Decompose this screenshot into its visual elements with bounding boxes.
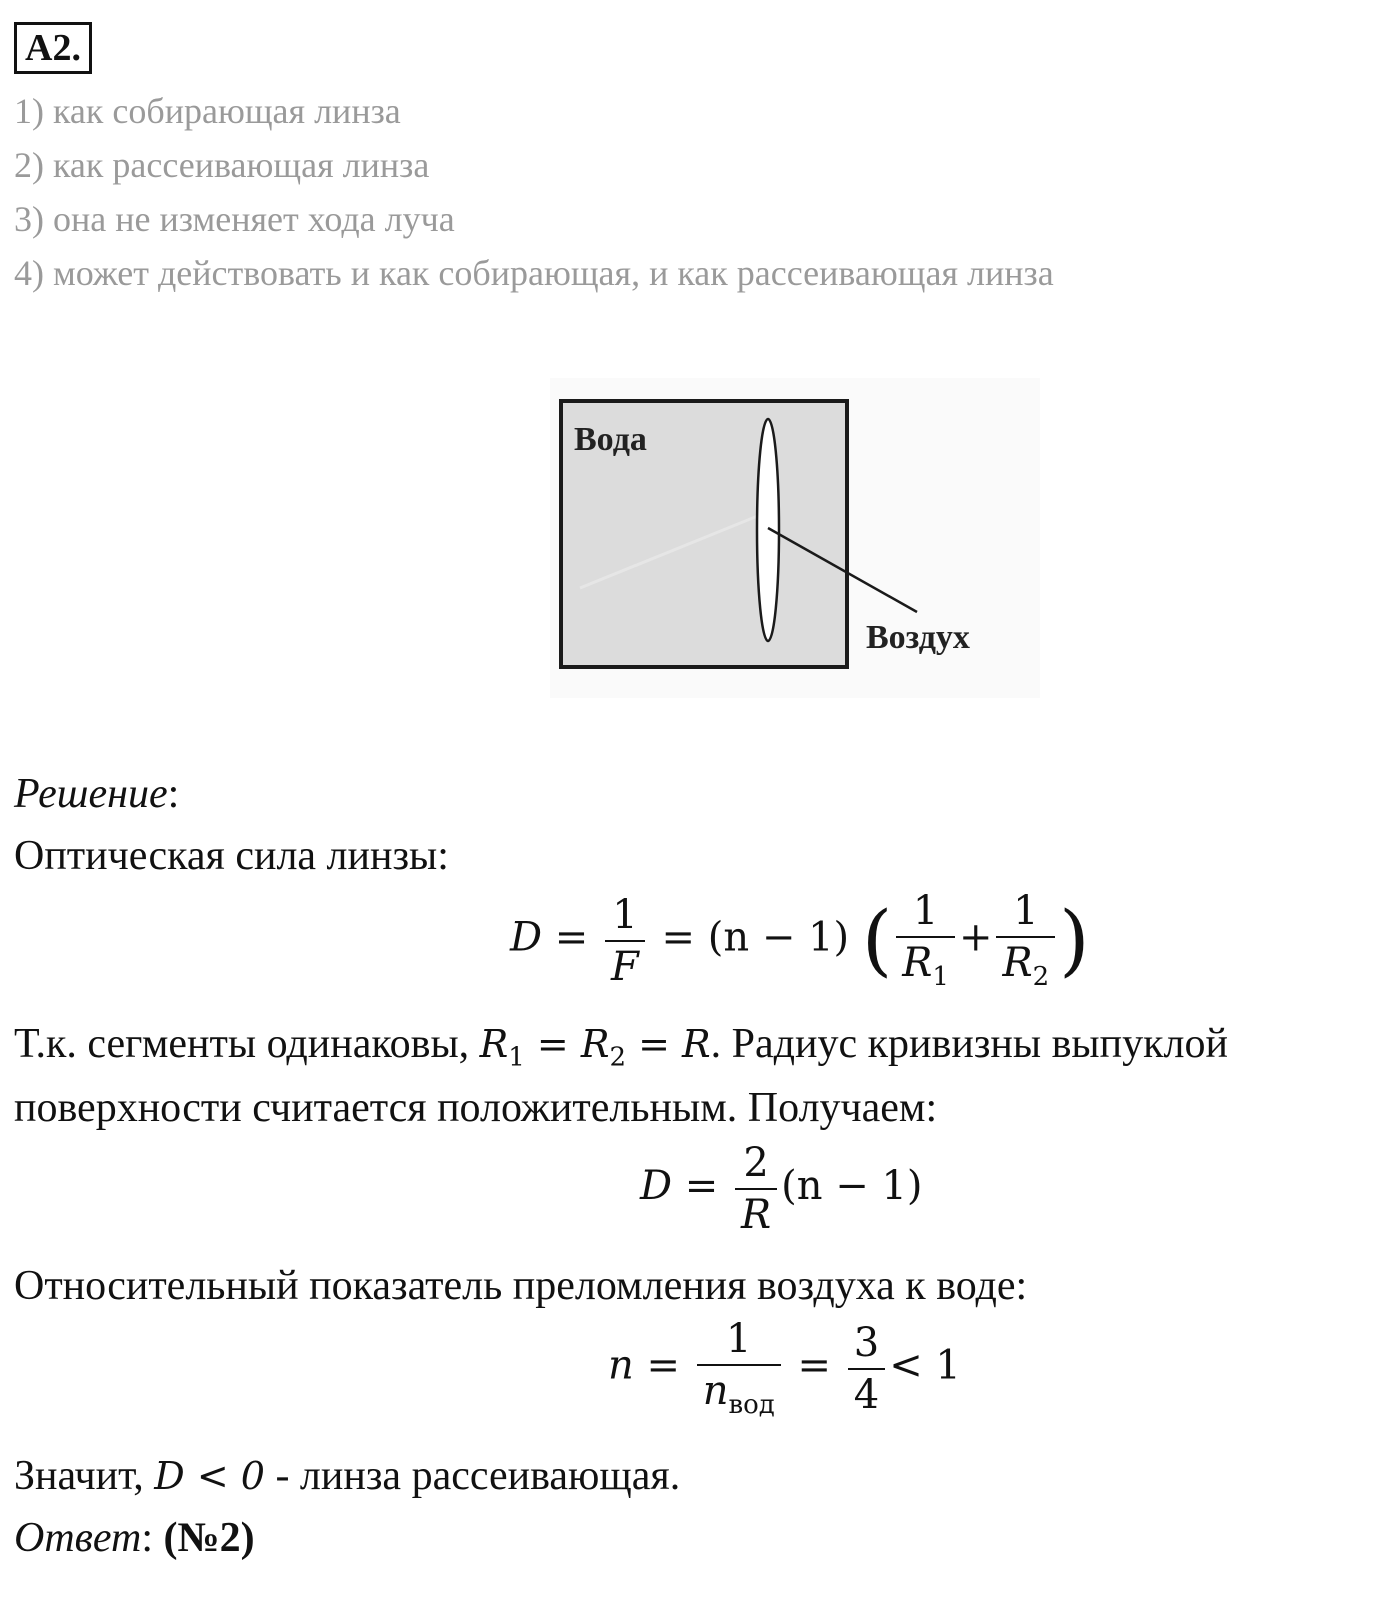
option-2: 2) как рассеивающая линза [14, 145, 430, 185]
problem-label: A2. [14, 22, 92, 74]
solution-line-5: Значит, D < 0 - линза рассеивающая. [14, 1453, 681, 1499]
solution-line-1: Оптическая сила линзы: [14, 833, 449, 879]
formula-relative-index: n = $\frac{1}{n_{вод}}$ = $\frac{3}{4}$ < 1 [608, 1316, 961, 1420]
solution-line-2: Т.к. сегменты одинаковы, $R_1 = R_2 = R$. Радиус кривизны выпуклой [14, 1021, 1228, 1073]
option-1: 1) как собирающая линза [14, 91, 401, 131]
air-label: Воздух [866, 619, 970, 656]
solution-line-4: Относительный показатель преломления воздуха к воде: [14, 1263, 1028, 1309]
air-lens [757, 419, 779, 641]
formula-simplified: D = $\frac{2}{R}$ (n − 1) [640, 1140, 923, 1238]
formula-optical-power: D = $\frac{1}{F}$ = (n − 1) ( $\frac{1}{R_1}$ + $\frac{1}{R_2}$ ) [510, 888, 1090, 992]
option-4: 4) может действовать и как собирающая, и как рассеивающая линза [14, 253, 1054, 293]
water-label: Вода [574, 421, 647, 458]
option-3: 3) она не изменяет хода луча [14, 199, 455, 239]
solution-heading: Решение: [14, 771, 180, 817]
lens-diagram [550, 378, 1040, 698]
solution-line-3: поверхности считается положительным. Получаем: [14, 1085, 938, 1131]
answer-line: Ответ: (№2) [14, 1515, 255, 1561]
